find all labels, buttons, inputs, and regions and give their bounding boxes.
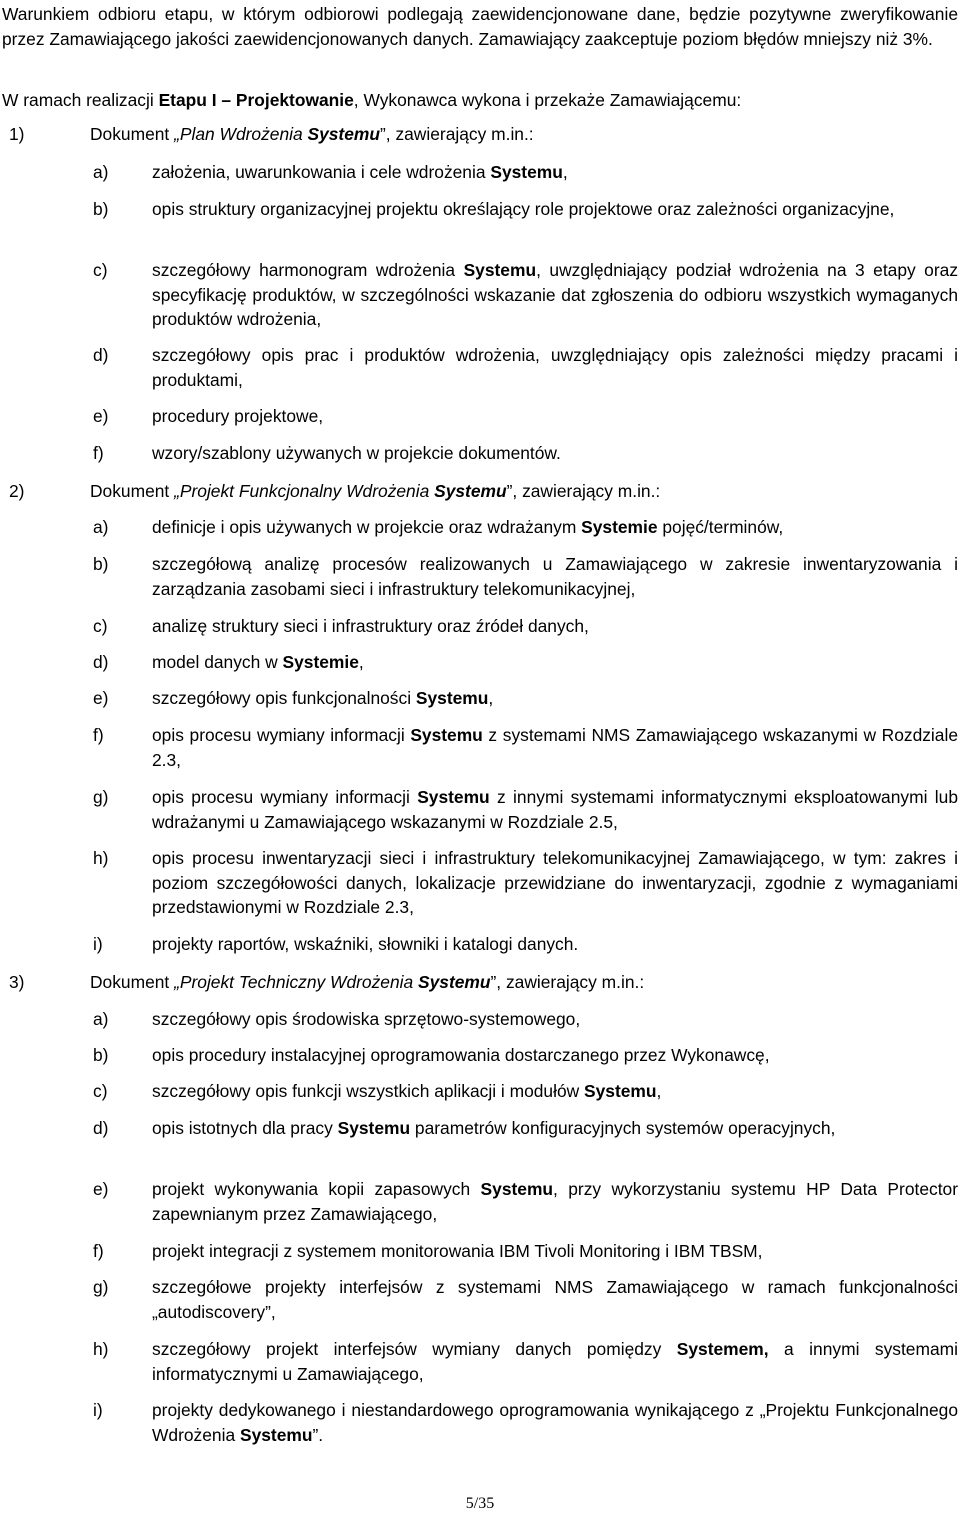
item-letter: b): [93, 199, 109, 219]
item-text: definicje i opis używanych w projekcie oraz wdrażanym: [152, 517, 582, 537]
item-letter: a): [93, 1009, 109, 1029]
item-text: model danych w: [152, 652, 283, 672]
item-bold: Systemu: [584, 1081, 657, 1101]
item-letter: b): [93, 1045, 109, 1065]
item-text: opis procesu wymiany informacji: [152, 787, 418, 807]
item-text: projekty dedykowanego i niestandardowego oprogramowania wynikającego z „Projektu Funkcjonalnego Wdrożenia: [152, 1400, 958, 1445]
stage-text-before: W ramach realizacji: [2, 90, 159, 110]
doc-title: „Projekt Techniczny Wdrożenia: [174, 972, 418, 992]
item-bold: Systemu: [410, 725, 483, 745]
doc-prefix: Dokument: [90, 972, 175, 992]
item-bold: Systemu: [490, 162, 563, 182]
list-number: 2): [9, 481, 25, 501]
item-text-end: ”.: [312, 1424, 324, 1445]
item-text: założenia, uwarunkowania i cele wdrożenia: [152, 162, 491, 182]
intro-paragraph: [2, 2, 958, 51]
item-text-end: a innymi systemami informatycznymi u Zamawiającego,: [152, 1339, 958, 1384]
item-letter: c): [93, 616, 108, 636]
item-text: wzory/szablony używanych w projekcie dokumentów.: [152, 443, 561, 463]
item-letter: e): [93, 406, 109, 426]
item-bold: Systemu: [463, 260, 537, 280]
item-letter: g): [93, 1277, 109, 1297]
item-letter: a): [93, 162, 109, 182]
item-text: projekt integracji z systemem monitorowania IBM Tivoli Monitoring i IBM TBSM,: [152, 1241, 763, 1261]
item-letter: f): [93, 443, 104, 463]
stage-name: Etapu I – Projektowanie: [158, 90, 354, 110]
intro-text: Warunkiem odbioru etapu, w którym odbiorowi podlegają zaewidencjonowane dane, będzie pozytywne zweryfikowanie przez Zamawiającego jakości zaewidencjonowanych danych. Zamawiający zaakceptuje poziom błędów mniejszy niż 3%.: [2, 4, 958, 49]
item-text-end: ,: [358, 652, 364, 672]
item-text-end: ,: [656, 1081, 662, 1101]
item-letter: h): [93, 848, 109, 868]
item-bold: Systemu: [337, 1118, 411, 1138]
item-text-end: parametrów konfiguracyjnych systemów operacyjnych,: [410, 1118, 836, 1138]
item-letter: d): [93, 345, 109, 365]
item-text: opis procedury instalacyjnej oprogramowania dostarczanego przez Wykonawcę,: [152, 1045, 770, 1065]
item-text: szczegółowy harmonogram wdrożenia: [152, 260, 464, 280]
item-text: opis istotnych dla pracy: [152, 1118, 338, 1138]
item-text: opis procesu inwentaryzacji sieci i infrastruktury telekomunikacyjnej Zamawiającego, w tym: zakres i poziom szczegółowości danych, lokalizacje przewidziane do inwentaryzacji, zgodnie z wymaganiami przedstawionymi w Rozdziale 2.3,: [152, 848, 958, 917]
item-bold: Systemie: [282, 652, 359, 672]
item-letter: e): [93, 688, 109, 708]
doc-suffix: ”, zawierający m.in.:: [506, 481, 661, 501]
item-text: opis procesu wymiany informacji: [152, 725, 411, 745]
item-letter: d): [93, 652, 109, 672]
item-text: szczegółowe projekty interfejsów z systemami NMS Zamawiającego w ramach funkcjonalności „autodiscovery”,: [152, 1277, 958, 1322]
item-letter: h): [93, 1339, 109, 1359]
doc-title-system: Systemu: [307, 124, 380, 144]
item-text: szczegółowy opis funkcjonalności: [152, 688, 416, 708]
stage-paragraph: [2, 88, 958, 113]
item-letter: c): [93, 260, 108, 280]
item-text-end: z innymi systemami informatycznymi eksploatowanymi lub wdrażanymi u Zamawiającego wskazanymi w Rozdziale 2.5,: [152, 787, 958, 832]
doc-prefix: Dokument: [90, 481, 175, 501]
item-bold: Systemu: [239, 1424, 313, 1445]
doc-prefix: Dokument: [90, 124, 175, 144]
item-letter: g): [93, 787, 109, 807]
item-text: szczegółowy opis prac i produktów wdrożenia, uwzględniający opis zależności między pracami i produktami,: [152, 345, 958, 390]
item-text: projekty raportów, wskaźniki, słowniki i katalogi danych.: [152, 934, 579, 954]
item-text-end: ,: [562, 162, 568, 182]
item-text: szczegółowy projekt interfejsów wymiany danych pomiędzy: [152, 1339, 677, 1359]
doc-title: „Projekt Funkcjonalny Wdrożenia: [174, 481, 435, 501]
item-letter: d): [93, 1118, 109, 1138]
doc-title-system: Systemu: [434, 481, 507, 501]
doc-title-system: Systemu: [418, 972, 491, 992]
item-text: szczegółową analizę procesów realizowanych u Zamawiającego w zakresie inwentaryzowania i zarządzania zasobami sieci i infrastruktury telekomunikacyjnej,: [152, 554, 958, 599]
item-text-end: , uwzględniający podział wdrożenia na 3 etapy oraz specyfikację produktów, w szczególności wskazanie dat zgłoszenia do odbioru wszystkich wymaganych produktów wdrożenia,: [152, 260, 959, 329]
item-letter: i): [93, 934, 103, 954]
item-text: projekt wykonywania kopii zapasowych: [152, 1179, 481, 1199]
item-bold: Systemie: [581, 517, 658, 537]
item-text-end: pojęć/terminów,: [657, 517, 784, 537]
item-letter: e): [93, 1179, 109, 1199]
item-text: opis struktury organizacyjnej projektu określający role projektowe oraz zależności organizacyjne,: [152, 199, 895, 219]
item-bold: Systemu: [480, 1179, 554, 1199]
item-text: szczegółowy opis funkcji wszystkich aplikacji i modułów: [152, 1081, 585, 1101]
item-text-end: z systemami NMS Zamawiającego wskazanymi w Rozdziale 2.3,: [152, 725, 959, 770]
item-text-end: ,: [488, 688, 494, 708]
doc-suffix: ”, zawierający m.in.:: [490, 972, 645, 992]
item-bold: Systemu: [417, 787, 490, 807]
item-letter: c): [93, 1081, 108, 1101]
page-number: 5/35: [465, 1495, 495, 1512]
item-letter: f): [93, 725, 104, 745]
list-number: 3): [9, 972, 25, 992]
item-text: analizę struktury sieci i infrastruktury oraz źródeł danych,: [152, 616, 589, 636]
doc-title: „Plan Wdrożenia: [174, 124, 308, 144]
doc-suffix: ”, zawierający m.in.:: [379, 124, 534, 144]
item-text: procedury projektowe,: [152, 406, 324, 426]
item-letter: b): [93, 554, 109, 574]
stage-text-after: , Wykonawca wykona i przekaże Zamawiającemu:: [353, 90, 742, 110]
item-letter: a): [93, 517, 109, 537]
item-text: szczegółowy opis środowiska sprzętowo-systemowego,: [152, 1009, 581, 1029]
item-text-end: , przy wykorzystaniu systemu HP Data Protector zapewnianym przez Zamawiającego,: [152, 1179, 958, 1224]
list-number: 1): [9, 124, 25, 144]
item-bold: Systemu: [415, 688, 489, 708]
item-bold: Systemem,: [676, 1339, 769, 1359]
item-letter: i): [93, 1400, 103, 1420]
item-letter: f): [93, 1241, 104, 1261]
